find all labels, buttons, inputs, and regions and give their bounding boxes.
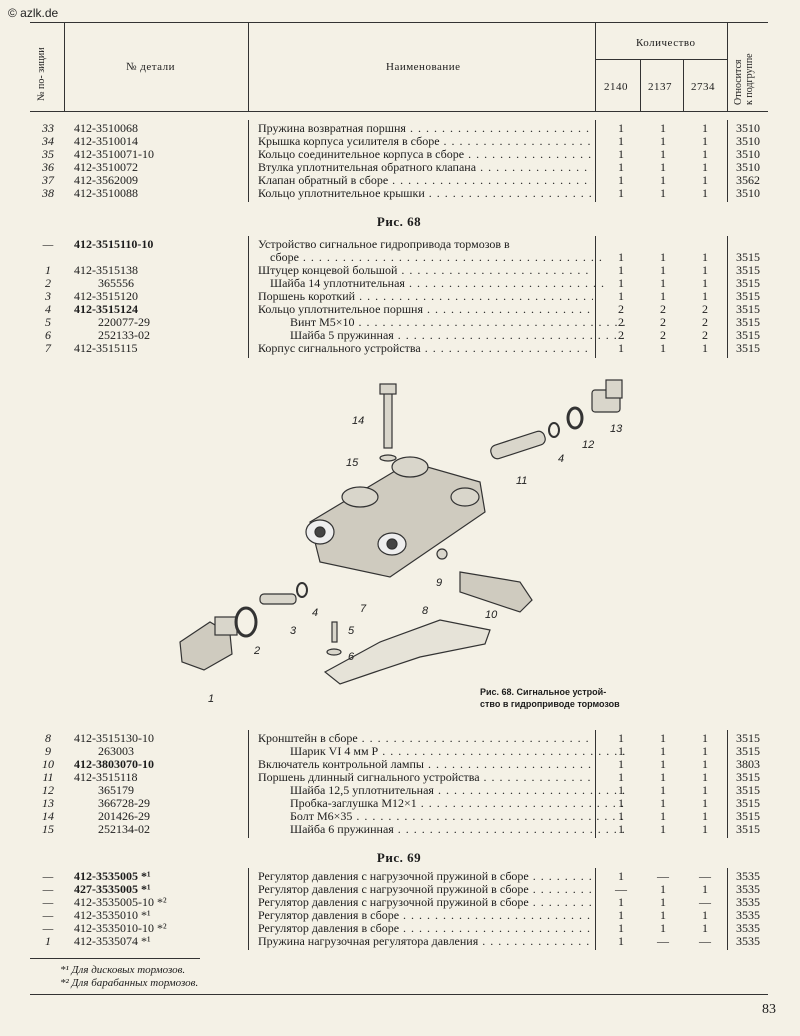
row-qty-2140: 1 [618, 276, 624, 290]
row-position: 3 [45, 289, 51, 303]
row-qty-2734: 1 [702, 921, 708, 935]
table-row [30, 771, 768, 784]
row-subgroup: 3535 [736, 895, 760, 909]
row-qty-2140: 1 [618, 796, 624, 810]
header-model-2: 2137 [648, 81, 672, 93]
row-position: 7 [45, 341, 51, 355]
callout-10: 10 [485, 609, 498, 621]
table-section-fig69 [30, 870, 768, 948]
row-qty-2140: 1 [618, 250, 624, 264]
row-position: 14 [42, 809, 54, 823]
row-subgroup: 3535 [736, 934, 760, 948]
callout-4: 4 [312, 607, 319, 619]
row-part-number: 412-3515138 [74, 263, 138, 277]
row-position: 33 [42, 121, 54, 135]
row-name: Шайба 5 пружинная . . . [258, 329, 625, 342]
table-row [30, 758, 768, 771]
row-position: 38 [42, 186, 54, 200]
row-qty-2137: 1 [660, 147, 666, 161]
row-part-number: 412-3510071-10 [74, 147, 154, 161]
row-part-number: 366728-29 [98, 796, 150, 810]
row-qty-2137: 1 [660, 731, 666, 745]
row-part-number: 412-3515115 [74, 341, 138, 355]
row-position: 9 [45, 744, 51, 758]
table-row [30, 238, 768, 251]
row-part-number: 412-3510014 [74, 134, 138, 148]
row-position: — [42, 908, 54, 922]
row-qty-2734: 1 [702, 757, 708, 771]
row-subgroup: 3515 [736, 328, 760, 342]
row-qty-2140: 2 [618, 328, 624, 342]
watermark: © azlk.de [8, 6, 59, 20]
row-qty-2734: 1 [702, 882, 708, 896]
table-header [30, 22, 768, 112]
row-qty-2734: 1 [702, 134, 708, 148]
row-qty-2137: 1 [660, 250, 666, 264]
row-subgroup: 3515 [736, 822, 760, 836]
row-qty-2140: 1 [618, 341, 624, 355]
row-name: Шайба 14 уплотнительная . . . [258, 277, 605, 290]
row-qty-2140: 1 [618, 186, 624, 200]
row-subgroup: 3535 [736, 921, 760, 935]
row-qty-2137: — [657, 869, 669, 883]
row-position: — [42, 895, 54, 909]
row-position: 15 [42, 822, 54, 836]
row-qty-2137: 1 [660, 173, 666, 187]
callout-12: 12 [582, 439, 595, 451]
row-name: Регулятор давления в сборе . . . [258, 909, 593, 922]
row-part-number: 412-3535005 *¹ [74, 869, 151, 883]
row-qty-2734: — [699, 895, 711, 909]
callout-6: 6 [348, 651, 355, 663]
row-qty-2734: 1 [702, 173, 708, 187]
table-section-mid [30, 732, 768, 836]
row-part-number: 412-3535074 *¹ [74, 934, 151, 948]
page-number: 83 [762, 1002, 776, 1017]
row-position: 13 [42, 796, 54, 810]
callout-4b: 4 [558, 453, 565, 465]
row-position: — [42, 882, 54, 896]
row-part-number: 412-3535010 *¹ [74, 908, 151, 922]
row-qty-2140: 1 [618, 908, 624, 922]
callout-1: 1 [208, 693, 215, 705]
row-name: Шайба 12,5 уплотнительная . . . [258, 784, 625, 797]
row-name: Шарик VI 4 мм P . . . [258, 745, 625, 758]
row-qty-2140: 1 [618, 869, 624, 883]
row-qty-2140: 1 [618, 731, 624, 745]
row-subgroup: 3515 [736, 341, 760, 355]
row-qty-2140: — [615, 882, 627, 896]
row-name: Поршень длинный сигнального устройства . . . [258, 771, 593, 784]
row-qty-2734: 1 [702, 147, 708, 161]
row-qty-2137: 2 [660, 328, 666, 342]
row-position: 37 [42, 173, 54, 187]
row-subgroup: 3515 [736, 250, 760, 264]
table-row [30, 148, 768, 161]
row-name: Регулятор давления с нагрузочной пружиной в сборе . . . [258, 870, 593, 883]
row-qty-2140: 1 [618, 921, 624, 935]
row-position: 6 [45, 328, 51, 342]
row-part-number: 412-3803070-10 [74, 757, 154, 771]
row-name: Пружина возвратная поршня . . . [258, 122, 593, 135]
row-position: — [42, 921, 54, 935]
row-position: — [42, 237, 54, 251]
row-qty-2734: 1 [702, 809, 708, 823]
row-qty-2140: 1 [618, 289, 624, 303]
row-qty-2137: 1 [660, 822, 666, 836]
row-qty-2140: 1 [618, 160, 624, 174]
footnote-1: *¹ Для дисковых тормозов. [60, 964, 186, 976]
table-row [30, 342, 768, 355]
row-qty-2734: 1 [702, 289, 708, 303]
row-qty-2734: 1 [702, 341, 708, 355]
row-qty-2137: 1 [660, 134, 666, 148]
header-pos: № по- зиции [36, 47, 47, 101]
row-name: Штуцер концевой большой . . . [258, 264, 593, 277]
row-qty-2137: 2 [660, 315, 666, 329]
row-qty-2734: 2 [702, 328, 708, 342]
row-qty-2734: 1 [702, 822, 708, 836]
fig69-heading-wrap [30, 850, 768, 866]
row-subgroup: 3515 [736, 744, 760, 758]
row-position: 36 [42, 160, 54, 174]
callout-14: 14 [352, 415, 365, 427]
row-part-number: 201426-29 [98, 809, 150, 823]
row-part-number: 365179 [98, 783, 134, 797]
footnote-2: *² Для барабанных тормозов. [60, 977, 199, 989]
row-qty-2734: 1 [702, 250, 708, 264]
row-name: Регулятор давления с нагрузочной пружиной в сборе . . . [258, 883, 593, 896]
row-qty-2734: 2 [702, 302, 708, 316]
fig68-illustration [160, 372, 680, 722]
row-qty-2140: 1 [618, 809, 624, 823]
row-qty-2734: 1 [702, 783, 708, 797]
callout-15: 15 [346, 457, 359, 469]
row-part-number: 412-3515120 [74, 289, 138, 303]
table-section-top [30, 122, 768, 200]
fig69-title: Рис. 69 [376, 850, 422, 865]
row-part-number: 412-3510072 [74, 160, 138, 174]
row-qty-2734: — [699, 869, 711, 883]
row-qty-2137: 1 [660, 744, 666, 758]
row-qty-2137: 1 [660, 757, 666, 771]
row-part-number: 412-3510088 [74, 186, 138, 200]
row-subgroup: 3515 [736, 302, 760, 316]
callout-11: 11 [516, 475, 528, 487]
row-qty-2137: 1 [660, 796, 666, 810]
header-qty: Количество [636, 37, 696, 49]
row-part-number: 412-3535005-10 *² [74, 895, 167, 909]
row-qty-2140: 1 [618, 744, 624, 758]
row-qty-2734: 1 [702, 160, 708, 174]
table-row [30, 122, 768, 135]
row-qty-2734: 1 [702, 908, 708, 922]
row-part-number: 412-3515110-10 [74, 237, 154, 251]
row-position: 2 [45, 276, 51, 290]
row-name: Корпус сигнального устройства . . . [258, 342, 593, 355]
row-name: сборе . . . [258, 251, 605, 264]
row-qty-2137: 1 [660, 895, 666, 909]
row-subgroup: 3535 [736, 869, 760, 883]
fig68-caption: Рис. 68. Сигнальное устрой- ство в гидроприводе тормозов [480, 687, 620, 709]
row-part-number: 220077-29 [98, 315, 150, 329]
row-subgroup: 3535 [736, 882, 760, 896]
row-qty-2140: 1 [618, 770, 624, 784]
row-qty-2734: 1 [702, 796, 708, 810]
table-row [30, 161, 768, 174]
row-subgroup: 3510 [736, 134, 760, 148]
row-qty-2137: 1 [660, 809, 666, 823]
row-part-number: 365556 [98, 276, 134, 290]
row-position: 5 [45, 315, 51, 329]
row-subgroup: 3535 [736, 908, 760, 922]
row-name: Включатель контрольной лампы . . . [258, 758, 593, 771]
table-row [30, 732, 768, 745]
row-qty-2137: 1 [660, 289, 666, 303]
table-row [30, 174, 768, 187]
row-qty-2734: 2 [702, 315, 708, 329]
row-qty-2734: 1 [702, 731, 708, 745]
row-qty-2137: 1 [660, 186, 666, 200]
callout-3: 3 [290, 625, 297, 637]
table-row [30, 277, 768, 290]
callout-9: 9 [436, 577, 443, 589]
row-name: Крышка корпуса усилителя в сборе . . . [258, 135, 593, 148]
row-position: 11 [42, 770, 54, 784]
header-part: № детали [126, 61, 176, 73]
row-subgroup: 3510 [736, 186, 760, 200]
row-position: 35 [42, 147, 54, 161]
row-qty-2140: 2 [618, 315, 624, 329]
header-name: Наименование [386, 61, 461, 73]
row-name: Пружина нагрузочная регулятора давления . . . [258, 935, 593, 948]
row-part-number: 412-3515124 [74, 302, 138, 316]
callout-7: 7 [360, 603, 367, 615]
header-model-3: 2734 [691, 81, 715, 93]
row-qty-2734: 1 [702, 770, 708, 784]
row-name: Шайба 6 пружинная . . . [258, 823, 625, 836]
row-subgroup: 3515 [736, 263, 760, 277]
row-part-number: 263003 [98, 744, 134, 758]
row-qty-2140: 2 [618, 302, 624, 316]
row-name: Регулятор давления с нагрузочной пружиной в сборе . . . [258, 896, 593, 909]
row-qty-2137: 1 [660, 121, 666, 135]
row-subgroup: 3510 [736, 147, 760, 161]
row-qty-2140: 1 [618, 757, 624, 771]
row-name: Втулка уплотнительная обратного клапана . . . [258, 161, 593, 174]
row-qty-2734: 1 [702, 744, 708, 758]
row-subgroup: 3510 [736, 160, 760, 174]
row-qty-2140: 1 [618, 783, 624, 797]
row-subgroup: 3515 [736, 770, 760, 784]
callout-8: 8 [422, 605, 429, 617]
header-model-1: 2140 [604, 81, 628, 93]
row-qty-2137: 1 [660, 921, 666, 935]
row-qty-2734: 1 [702, 186, 708, 200]
row-name: Кольцо уплотнительное крышки . . . [258, 187, 593, 200]
row-qty-2734: — [699, 934, 711, 948]
row-name: Винт М5×10 . . . [258, 316, 625, 329]
row-subgroup: 3515 [736, 796, 760, 810]
row-name: Болт М6×35 . . . [258, 810, 625, 823]
row-part-number: 412-3535010-10 *² [74, 921, 167, 935]
fig68-title: Рис. 68 [376, 214, 422, 229]
row-part-number: 252134-02 [98, 822, 150, 836]
table-row [30, 290, 768, 303]
row-qty-2140: 1 [618, 173, 624, 187]
row-qty-2734: 1 [702, 276, 708, 290]
table-row [30, 264, 768, 277]
row-qty-2140: 1 [618, 934, 624, 948]
row-part-number: 252133-02 [98, 328, 150, 342]
row-qty-2140: 1 [618, 121, 624, 135]
row-position: 34 [42, 134, 54, 148]
row-qty-2140: 1 [618, 895, 624, 909]
row-position: 4 [45, 302, 51, 316]
row-subgroup: 3562 [736, 173, 760, 187]
row-qty-2137: — [657, 934, 669, 948]
row-name: Кольцо соединительное корпуса в сборе . . . [258, 148, 593, 161]
row-position: 12 [42, 783, 54, 797]
row-name: Кронштейн в сборе . . . [258, 732, 593, 745]
row-name: Клапан обратный в сборе . . . [258, 174, 593, 187]
row-qty-2140: 1 [618, 822, 624, 836]
row-subgroup: 3803 [736, 757, 760, 771]
row-name: Устройство сигнальное гидропривода тормозов в [258, 238, 510, 251]
row-qty-2137: 2 [660, 302, 666, 316]
callout-5: 5 [348, 625, 355, 637]
table-row [30, 329, 768, 342]
row-subgroup: 3515 [736, 809, 760, 823]
table-section-fig68 [30, 238, 768, 355]
table-row [30, 187, 768, 200]
row-subgroup: 3510 [736, 121, 760, 135]
row-qty-2137: 1 [660, 783, 666, 797]
row-name: Поршень короткий . . . [258, 290, 593, 303]
row-subgroup: 3515 [736, 315, 760, 329]
row-part-number: 412-3562009 [74, 173, 138, 187]
row-position: 10 [42, 757, 54, 771]
row-position: 1 [45, 263, 51, 277]
row-name: Кольцо уплотнительное поршня . . . [258, 303, 593, 316]
row-qty-2137: 1 [660, 882, 666, 896]
row-position: — [42, 869, 54, 883]
header-sub: Относится к подгруппе [733, 53, 755, 105]
fig68-heading-wrap [30, 214, 768, 230]
table-row [30, 251, 768, 264]
table-row [30, 935, 768, 948]
row-qty-2137: 1 [660, 160, 666, 174]
row-position: 8 [45, 731, 51, 745]
row-qty-2140: 1 [618, 263, 624, 277]
row-qty-2734: 1 [702, 263, 708, 277]
row-subgroup: 3515 [736, 276, 760, 290]
row-subgroup: 3515 [736, 783, 760, 797]
row-qty-2137: 1 [660, 770, 666, 784]
row-qty-2140: 1 [618, 134, 624, 148]
row-position: 1 [45, 934, 51, 948]
row-subgroup: 3515 [736, 731, 760, 745]
row-part-number: 412-3515118 [74, 770, 138, 784]
row-qty-2137: 1 [660, 276, 666, 290]
row-qty-2140: 1 [618, 147, 624, 161]
callout-13: 13 [610, 423, 623, 435]
row-part-number: 412-3510068 [74, 121, 138, 135]
callout-2: 2 [254, 645, 261, 657]
row-name: Пробка-заглушка М12×1 . . . [258, 797, 625, 810]
row-qty-2137: 1 [660, 341, 666, 355]
table-row [30, 823, 768, 836]
row-qty-2137: 1 [660, 908, 666, 922]
row-name: Регулятор давления в сборе . . . [258, 922, 593, 935]
row-subgroup: 3515 [736, 289, 760, 303]
row-part-number: 427-3535005 *¹ [74, 882, 151, 896]
row-qty-2137: 1 [660, 263, 666, 277]
row-part-number: 412-3515130-10 [74, 731, 154, 745]
row-qty-2734: 1 [702, 121, 708, 135]
